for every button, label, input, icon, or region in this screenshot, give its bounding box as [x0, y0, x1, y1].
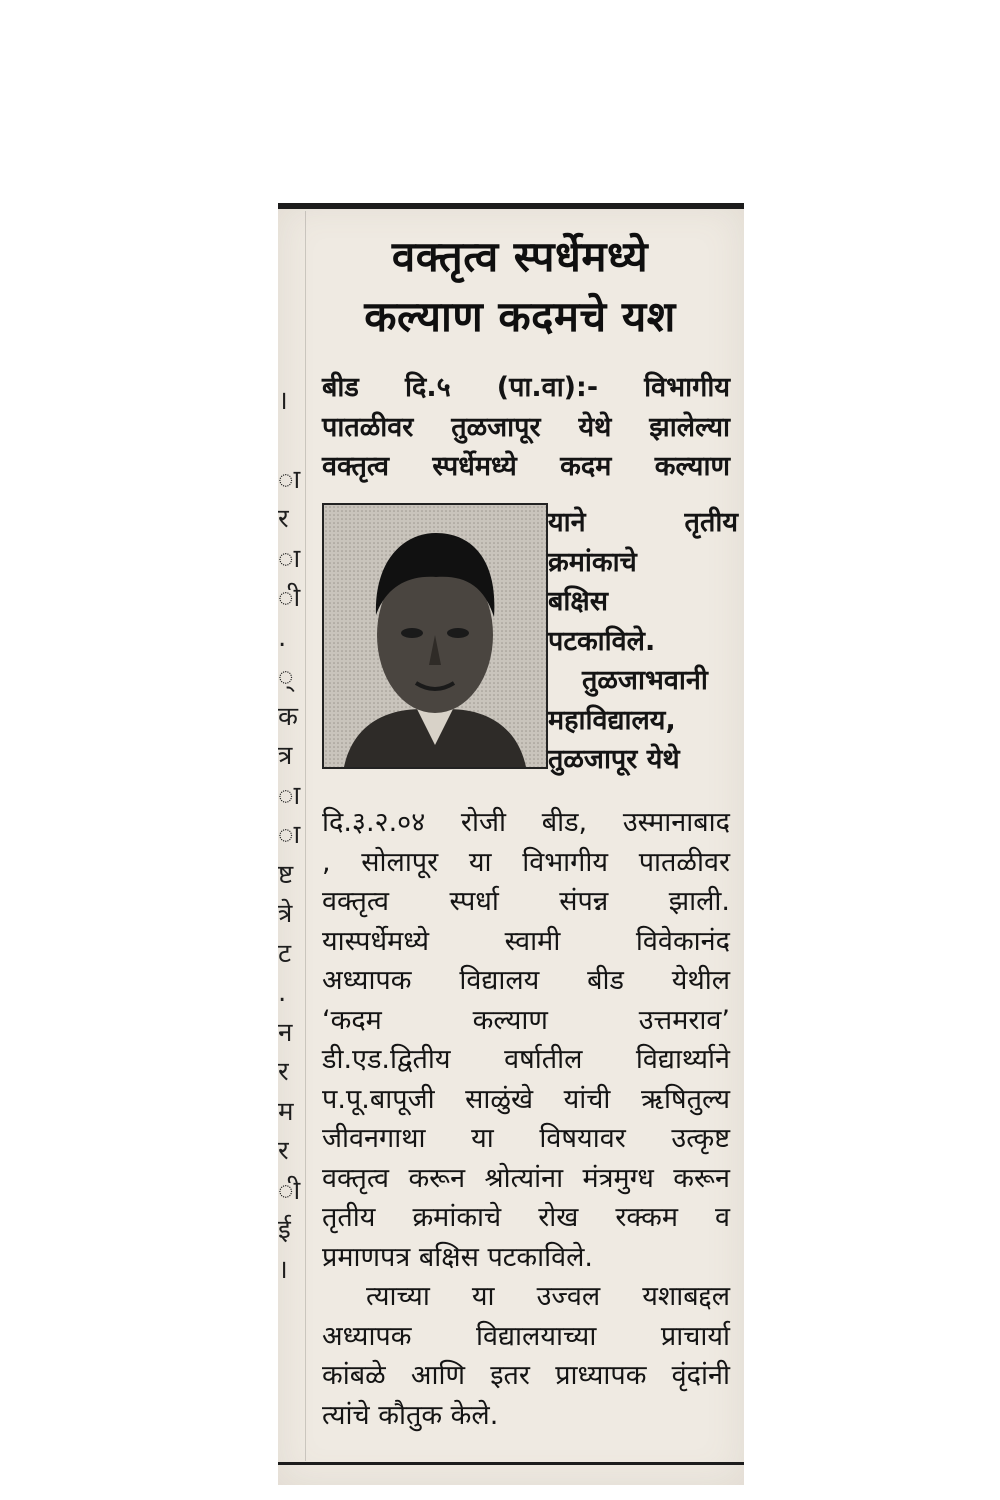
- fragment: .: [278, 978, 287, 1008]
- text-line: त्याच्या या उज्वल यशाबद्दल: [366, 1281, 730, 1312]
- text-line: दि.३.२.०४ रोजी बीड, उस्मानाबाद: [322, 807, 730, 838]
- text-line: ‘कदम कल्याण उत्तमराव’: [322, 1004, 730, 1036]
- text-line: कांबळे आणि इतर प्राध्यापक वृंदांनी: [322, 1360, 730, 1391]
- adjacent-column-fragments: [278, 263, 300, 1290]
- fragment: ।: [278, 385, 288, 416]
- text-line: तुळजापूर येथे: [548, 744, 680, 775]
- fragment: ा: [278, 543, 301, 574]
- portrait-image: [324, 505, 546, 767]
- text-line: जीवनगाथा या विषयावर उत्कृष्ट: [322, 1123, 730, 1154]
- headline: [310, 227, 730, 347]
- fragment: [278, 342, 300, 382]
- text-line: महाविद्यालय,: [548, 704, 676, 736]
- text-line: बीड दि.५ (पा.वा):- विभागीय: [322, 372, 730, 403]
- text-line: वक्तृत्व करून श्रोत्यांना मंत्रमुग्ध करून: [322, 1162, 730, 1194]
- text-line: वक्तृत्व स्पर्धा संपन्न झाली.: [322, 886, 730, 917]
- fragment: ष्ट: [278, 859, 294, 890]
- fragment: .: [278, 622, 287, 653]
- text-line: अध्यापक विद्यालयाच्या प्राचार्या: [322, 1320, 730, 1352]
- bottom-rule: [278, 1462, 744, 1465]
- fragment: त्रे: [278, 899, 293, 929]
- fragment: न: [278, 1017, 293, 1048]
- text-line: यास्पर्धेमध्ये स्वामी विवेकानंद: [322, 925, 730, 957]
- fragment: ा: [278, 820, 301, 850]
- fragment: ।: [278, 1254, 288, 1285]
- fragment: ी: [278, 1175, 301, 1206]
- text-line: पातळीवर तुळजापूर येथे झालेल्या: [322, 411, 730, 443]
- fragment: त्र: [278, 741, 293, 771]
- headline-line-1: वक्तृत्व स्पर्धेमध्ये: [391, 232, 649, 281]
- fragment: ा: [278, 780, 301, 811]
- text-line: पटकाविले.: [548, 625, 656, 657]
- fragment: ट: [278, 938, 292, 969]
- text-line: क्रमांकाचे: [548, 546, 637, 578]
- headline-line-2: कल्याण कदमचे यश: [364, 292, 676, 341]
- fragment: ा: [278, 464, 301, 495]
- text-line: याने तृतीय: [548, 507, 738, 538]
- text-line: डी.एड.द्वितीय वर्षातील विद्यार्थ्याने: [322, 1044, 730, 1075]
- fragment: ्: [278, 662, 294, 692]
- fragment: र: [278, 1057, 289, 1087]
- fragment: क: [278, 701, 298, 732]
- text-line: प्रमाणपत्र बक्षिस पटकाविले.: [322, 1241, 594, 1273]
- fragment: ी: [278, 583, 301, 613]
- fragment: [278, 421, 300, 461]
- fragment: र: [278, 1136, 289, 1166]
- text-line: बक्षिस: [548, 586, 609, 617]
- fragment: [278, 263, 300, 303]
- text-line: तृतीय क्रमांकाचे रोख रक्कम व: [322, 1202, 730, 1233]
- top-rule: [278, 203, 744, 209]
- article-body: [322, 803, 730, 1435]
- fragment: [278, 303, 300, 343]
- text-line: प.पू.बापूजी साळुंखे यांची ऋषितुल्य: [322, 1083, 730, 1115]
- fragment: र: [278, 504, 289, 534]
- article-wrap-text: [548, 503, 738, 780]
- text-line: त्यांचे कौतुक केले.: [322, 1399, 499, 1431]
- fragment: ई: [278, 1215, 291, 1245]
- text-line: तुळजाभवानी: [582, 665, 708, 696]
- column-divider: [305, 211, 306, 1461]
- text-line: , सोलापूर या विभागीय पातळीवर: [322, 846, 730, 878]
- article-intro: [322, 368, 730, 487]
- text-line: वक्तृत्व स्पर्धेमध्ये कदम कल्याण: [322, 451, 730, 482]
- student-photo: [322, 503, 548, 769]
- text-line: अध्यापक विद्यालय बीड येथील: [322, 965, 730, 996]
- fragment: म: [278, 1096, 294, 1127]
- newspaper-clipping: [278, 203, 744, 1485]
